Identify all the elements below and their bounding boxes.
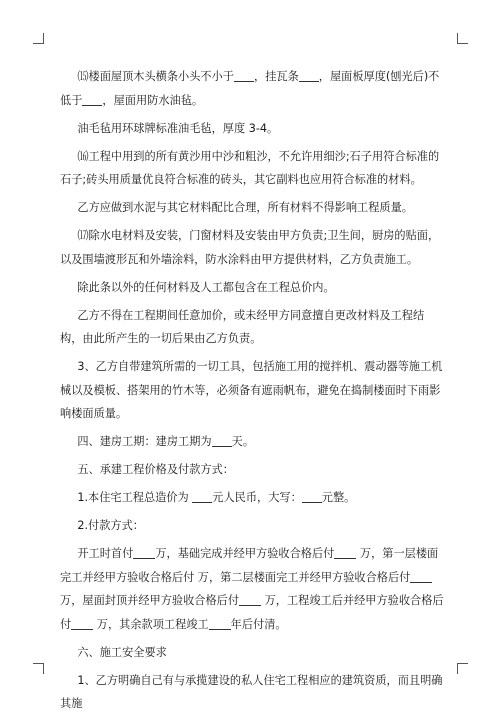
text-segment: 1.本住宅工程总造价为 — [77, 491, 193, 504]
paragraph-construction-period — [60, 430, 444, 454]
fill-in-blank[interactable] — [212, 434, 232, 447]
paragraph-no-price-increase: 乙方不得在工程期间任意加价，或未经甲方同意擅自更改材料及工程结构，由此所产生的一切后果由乙方负责。 — [60, 308, 425, 345]
text-segment: 四、建房工期：建房工期为 — [77, 435, 212, 448]
fill-in-blank[interactable] — [234, 69, 254, 82]
crop-mark-bottom-right — [457, 663, 468, 674]
section-heading-price-payment: 五、承建工程价格及付款方式： — [77, 463, 234, 476]
fill-in-blank[interactable] — [239, 593, 261, 606]
text-segment: 万，基础完成并经甲方验收合格后付 — [155, 547, 335, 560]
text-segment: 年后付清。 — [230, 617, 287, 631]
text-segment: ，屋面用防水油毡。 — [102, 93, 204, 107]
paragraph-total-cost — [60, 486, 444, 510]
paragraph-total-price-scope: 除此条以外的任何材料及人工都包含在工程总价内。 — [77, 280, 335, 294]
text-segment: 元整。 — [321, 491, 356, 504]
paragraph-sand-stone: ⒃工程中用到的所有黄沙用中沙和粗沙，不允许用细沙;石子用符合标准的石子;砖头用质量优良符合标准的砖头，其它副料也应用符合标准的材料。 — [60, 149, 440, 186]
section-heading-safety: 六、施工安全要求 — [77, 645, 167, 659]
text-segment: 开工时首付 — [77, 547, 134, 560]
paragraph-cement-ratio: 乙方应做到水泥与其它材料配比合理，所有材料不得影响工程质量。 — [77, 201, 413, 214]
text-segment: ，屋面板厚度(刨光后)不低于 — [60, 70, 440, 107]
text-segment: 万，其余款项工程竣工 — [93, 617, 209, 631]
text-segment: 元人民币，大写： — [212, 491, 302, 504]
paragraph-payment-method-label: 2.付款方式： — [77, 519, 144, 532]
paragraph-felt: 油毛毡用环球牌标准油毛毡，厚度 3-4。 — [77, 121, 279, 135]
paragraph-party-a-materials: ⒄除水电材料及安装，门窗材料及安装由甲方负责;卫生间，厨房的贴面，以及围墙渡形瓦和外墙涂料，防水涂料由甲方提供材料，乙方负责施工。 — [60, 229, 440, 266]
fill-in-blank[interactable] — [133, 546, 155, 559]
crop-mark-top-left — [33, 33, 44, 44]
fill-in-blank[interactable] — [410, 570, 432, 583]
paragraph-payment-schedule — [60, 542, 444, 636]
fill-in-blank[interactable] — [209, 617, 231, 630]
text-segment: 万，屋面封顶并经甲方验收合格后付 — [60, 594, 240, 607]
fill-in-blank[interactable] — [82, 93, 102, 106]
fill-in-blank[interactable] — [71, 617, 93, 630]
text-segment: 天。 — [231, 435, 255, 448]
fill-in-blank[interactable] — [334, 546, 356, 559]
fill-in-blank[interactable] — [192, 490, 212, 503]
crop-mark-top-right — [457, 33, 468, 44]
text-segment: 万，第一层楼面完工并经甲方验收合格后付 万，第二层楼面完工并经甲方验收合格后付 — [60, 547, 439, 584]
paragraph-tools: 3、乙方自带建筑所需的一切工具，包括施工用的搅拌机、震动器等施工机械以及模板、搭架用的竹木等，必须备有遮雨帆布，避免在捣制楼面时下雨影响楼面质量。 — [60, 360, 443, 420]
text-segment: ⒂楼面屋顶木头横条小头不小于 — [77, 70, 234, 83]
fill-in-blank[interactable] — [299, 69, 319, 82]
fill-in-blank[interactable] — [302, 490, 322, 503]
text-segment: 万，工程竣工后并经甲方验收合格后付 — [60, 594, 444, 631]
text-segment: ，挂瓦条 — [254, 70, 299, 83]
paragraph-qualification: 1、乙方明确自己有与承揽建设的私人住宅工程相应的建筑资质，而且明确其施 — [60, 673, 443, 710]
paragraph-roof-materials — [60, 65, 444, 112]
document-page — [60, 65, 444, 720]
crop-mark-bottom-left — [33, 663, 44, 674]
